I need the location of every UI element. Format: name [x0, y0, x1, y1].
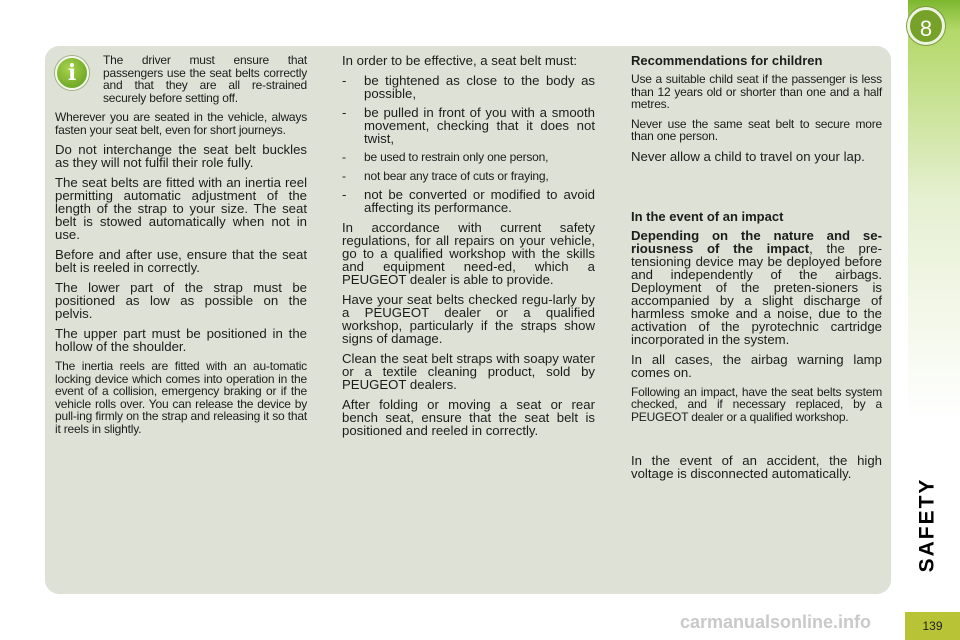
list-item: - be tightened as close to the body as possible,	[342, 74, 595, 100]
chapter-number-badge[interactable]: 8	[907, 7, 945, 45]
info-icon: i	[55, 56, 89, 90]
page-number: 139	[905, 612, 960, 640]
section-title-text: SAFETY	[915, 477, 938, 573]
col1-paragraph: The lower part of the strap must be positioned as low as possible on the pelvis.	[55, 280, 307, 321]
info-note	[55, 54, 307, 111]
col3-paragraph: Never allow a child to travel on your lap.	[631, 148, 865, 164]
col1-paragraph: The upper part must be positioned in the hollow of the shoulder.	[55, 326, 307, 354]
column-2	[342, 54, 595, 444]
list-item: - be used to restrain only one person,	[342, 151, 595, 164]
col1-paragraph: Wherever you are seated in the vehicle, always fasten your seat belt, even for short journeys.	[55, 110, 307, 137]
list-item: - be pulled in front of you with a smooth movement, checking that it does not twist,	[342, 106, 595, 145]
list-item: - not be converted or modified to avoid affecting its performance.	[342, 188, 595, 214]
col2-paragraph: After folding or moving a seat or rear bench seat, ensure that the seat belt is positioned and reeled in correctly.	[342, 397, 595, 438]
seat-belt-requirements-list	[342, 74, 595, 214]
column-1	[55, 54, 307, 442]
section-title	[903, 445, 951, 605]
watermark: carmanualsonline.info	[680, 612, 872, 632]
col3-paragraph: Never use the same seat belt to secure more than one person.	[631, 116, 882, 143]
col1-paragraph: Do not interchange the seat belt buckles as they will not fulfil their role fully.	[55, 142, 307, 170]
impact-text: , the pre-tensioning device may be deployed before and independently of the airbags. Deployment of the preten-sioners is accompanied by a slight discharge of harmless smoke and a noise, due to the activation of the pyrotechnic cartridge incorporated in the system.	[631, 240, 882, 347]
col2-paragraph: Clean the seat belt straps with soapy water or a textile cleaning product, sold by PEUGEOT dealers.	[342, 351, 595, 392]
impact-bold-lead: Depending on the nature and se-riousness of the impact	[631, 227, 882, 256]
col3-paragraph: Following an impact, have the seat belts system checked, and if necessary replaced, by a PEUGEOT dealer or a qualified workshop.	[631, 384, 882, 424]
children-heading: Recommendations for children	[631, 53, 823, 68]
col3-paragraph: Use a suitable child seat if the passenger is less than 12 years old or shorter than one and a half metres.	[631, 72, 882, 111]
col3-paragraph: In all cases, the airbag warning lamp comes on.	[631, 351, 882, 380]
impact-paragraph	[631, 229, 882, 346]
col1-paragraph: The inertia reels are fitted with an au-tomatic locking device which comes into operation in the event of a collision, emergency braking or if the vehicle rolls over. You can release the device by pull-ing firmly on the strap and releasing it so that it reels in slightly.	[55, 359, 307, 436]
accident-paragraph: In the event of an accident, the high voltage is disconnected automatically.	[631, 453, 882, 481]
col2-intro: In order to be effective, a seat belt must:	[342, 53, 578, 68]
col2-paragraph: In accordance with current safety regulations, for all repairs on your vehicle, go to a qualified workshop with the skills and equipment need-ed, which a PEUGEOT dealer is able to provide.	[342, 220, 595, 287]
col1-paragraph: Before and after use, ensure that the seat belt is reeled in correctly.	[55, 247, 307, 275]
impact-heading: In the event of an impact	[631, 208, 784, 224]
column-3	[631, 54, 882, 487]
col1-paragraph: The seat belts are fitted with an inertia reel permitting automatic adjustment of the length of the strap to your size. The seat belt is stowed automatically when not in use.	[55, 175, 307, 242]
list-item: - not bear any trace of cuts or fraying,	[342, 170, 595, 183]
content-panel	[45, 46, 891, 594]
col2-paragraph: Have your seat belts checked regu-larly by a PEUGEOT dealer or a qualified workshop, particularly if the straps show signs of damage.	[342, 292, 595, 346]
col1-paragraph: The driver must ensure that passengers use the seat belts correctly and that they are all re-strained securely before setting off.	[103, 53, 307, 105]
